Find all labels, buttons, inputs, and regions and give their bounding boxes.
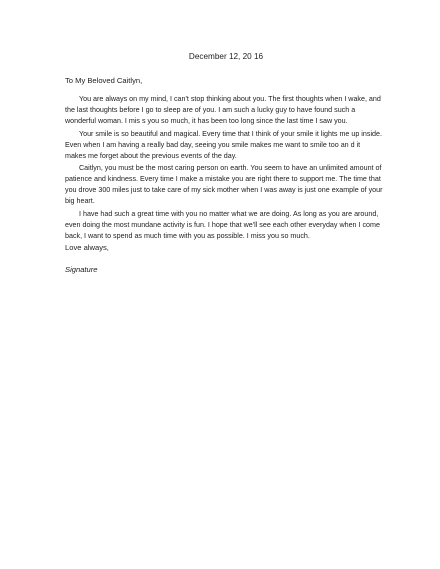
letter-signature: Signature — [65, 265, 98, 274]
paragraph-3: Caitlyn, you must be the most caring person on earth. You seem to have an unlimited amount of patience and kindness. Every time I make a mistake you are right there to support me. The time that you drove 300 miles just to take care of my sick mother when I was away is just one example of your big heart. — [65, 164, 383, 206]
letter-closing: Love always, — [65, 243, 109, 252]
paragraph-4: I have had such a great time with you no matter what we are doing. As long as you are around, even doing the most mundane activity is fun. I hope that we'll see each other everyday when I come back, I want to spend as much time with you as possible. I miss you so much. — [65, 210, 380, 240]
paragraph-2: Your smile is so beautiful and magical. Every time that I think of your smile it lights me up inside. Even when I am having a really bad day, seeing you smile makes me want to smile too an d it makes me forget about the previous events of the day. — [65, 129, 382, 160]
letter-salutation: To My Beloved Caitlyn, — [65, 76, 143, 85]
letter-body — [65, 94, 383, 244]
letter-date: December 12, 20 16 — [188, 52, 264, 61]
paragraph-1: You are always on my mind, I can't stop thinking about you. The first thoughts when I wake, and the last thoughts before I go to sleep are of you. I am such a lucky guy to have found such a wonderful woman. I mis s you so much, it has been too long since the last time I saw you. — [65, 95, 381, 125]
